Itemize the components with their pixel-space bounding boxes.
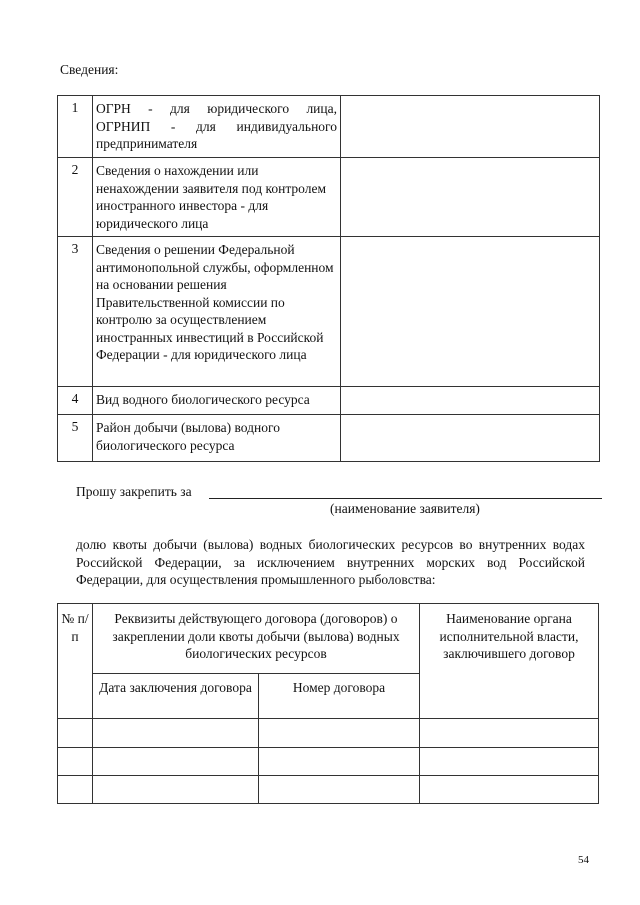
col-contract-number-header: Номер договора bbox=[259, 674, 420, 719]
info-row-number: 4 bbox=[58, 387, 93, 415]
table-cell[interactable] bbox=[420, 719, 599, 748]
table-row bbox=[58, 776, 599, 804]
table-cell[interactable] bbox=[93, 748, 259, 776]
request-paragraph: долю квоты добычи (вылова) водных биологических ресурсов во внутренних водах Российской Федерации, за исключением внутренних морских вод Российской Федерации, для осуществления промышленного рыболовства: bbox=[76, 537, 585, 587]
info-row bbox=[58, 237, 600, 387]
info-row-value[interactable] bbox=[341, 387, 600, 415]
section-heading: Сведения: bbox=[60, 62, 119, 77]
table-row bbox=[58, 748, 599, 776]
info-row-number: 5 bbox=[58, 415, 93, 462]
table-cell[interactable] bbox=[58, 776, 93, 804]
info-row-number: 3 bbox=[58, 237, 93, 387]
applicant-name-field[interactable] bbox=[209, 483, 602, 499]
table-cell[interactable] bbox=[58, 719, 93, 748]
info-table bbox=[57, 95, 600, 462]
info-row bbox=[58, 158, 600, 237]
col-number-header: № п/п bbox=[58, 604, 93, 719]
table-cell[interactable] bbox=[420, 776, 599, 804]
request-prefix: Прошу закрепить за bbox=[76, 484, 192, 499]
table-row bbox=[58, 719, 599, 748]
table-cell[interactable] bbox=[420, 748, 599, 776]
info-row-number: 2 bbox=[58, 158, 93, 237]
info-row-label: Сведения о решении Федеральной антимонопольной службы, оформленном на основании решения Правительственной комиссии по контролю за осуществлением иностранных инвестиций в Российской Федерации - для юридического лица bbox=[93, 237, 341, 387]
page-number: 54 bbox=[578, 854, 589, 866]
info-row-value[interactable] bbox=[341, 158, 600, 237]
info-row-value[interactable] bbox=[341, 237, 600, 387]
col-details-header: Реквизиты действующего договора (договоров) о закреплении доли квоты добычи (вылова) водных биологических ресурсов bbox=[93, 604, 420, 674]
info-row-label: Сведения о нахождении или ненахождении заявителя под контролем иностранного инвестора - для юридического лица bbox=[93, 158, 341, 237]
info-row bbox=[58, 415, 600, 462]
info-row-value[interactable] bbox=[341, 415, 600, 462]
table-cell[interactable] bbox=[259, 776, 420, 804]
info-row-value[interactable] bbox=[341, 96, 600, 158]
table-cell[interactable] bbox=[259, 748, 420, 776]
info-row-number: 1 bbox=[58, 96, 93, 158]
info-row-label: Район добычи (вылова) водного биологического ресурса bbox=[93, 415, 341, 462]
table-cell[interactable] bbox=[93, 776, 259, 804]
info-row bbox=[58, 96, 600, 158]
applicant-name-caption: (наименование заявителя) bbox=[330, 501, 480, 516]
info-row-label: ОГРН - для юридического лица, ОГРНИП - для индивидуального предпринимателя bbox=[93, 96, 341, 158]
col-date-header: Дата заключения договора bbox=[93, 674, 259, 719]
table-cell[interactable] bbox=[58, 748, 93, 776]
contract-table bbox=[57, 603, 599, 804]
col-authority-header: Наименование органа исполнительной власти, заключившего договор bbox=[420, 604, 599, 719]
table-cell[interactable] bbox=[259, 719, 420, 748]
table-cell[interactable] bbox=[93, 719, 259, 748]
info-row-label: Вид водного биологического ресурса bbox=[93, 387, 341, 415]
info-row bbox=[58, 387, 600, 415]
